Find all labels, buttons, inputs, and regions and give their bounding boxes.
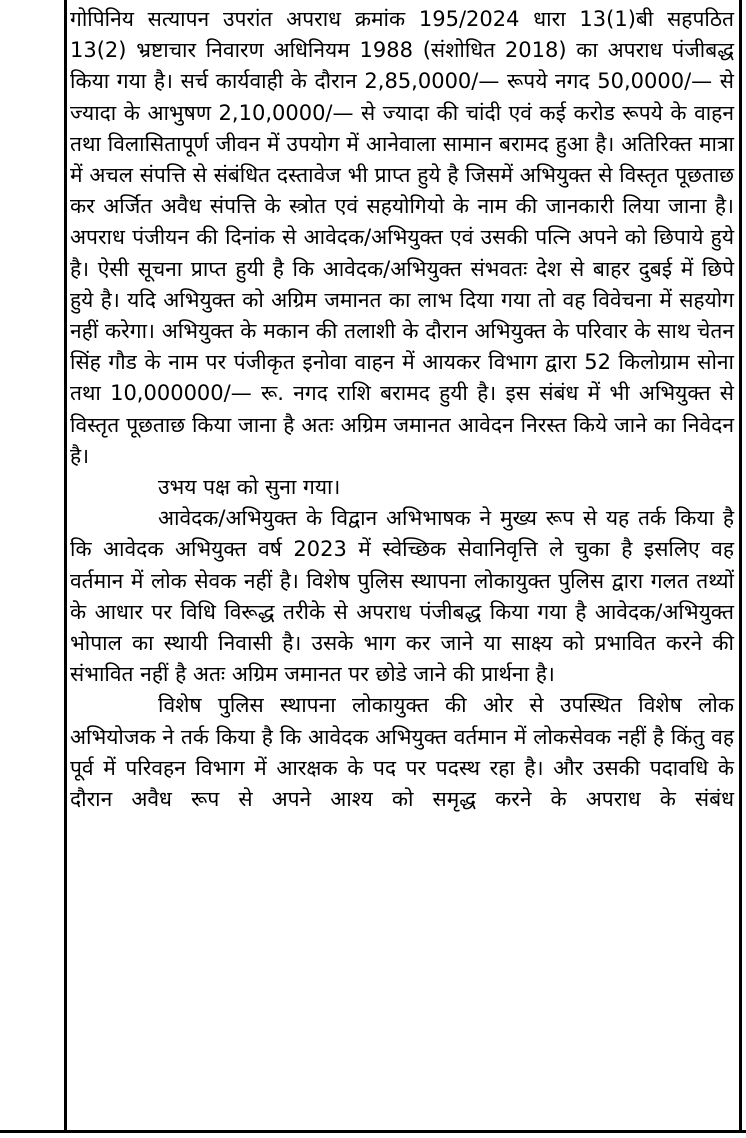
bottom-rule [0, 1130, 746, 1133]
paragraph-public-prosecutor-argument: विशेष पुलिस स्थापना लोकायुक्त की ओर से उपस्थित विशेष लोक अभियोजक ने तर्क किया है कि आवेदक अभियुक्त वर्तमान में लोकसेवक नहीं है किंतु वह पूर्व में परिवहन विभाग में आरक्षक के पद पर पदस्थ रहा है। और उसकी पदावधि के दौरान अवैध रूप से अपने आश्य को समृद्ध करने के अपराध के संबंध [70, 693, 734, 812]
document-body [70, 4, 734, 815]
right-margin-rule [739, 0, 742, 1132]
paragraph-defence-argument: आवेदक/अभियुक्त के विद्वान अभिभाषक ने मुख्य रूप से यह तर्क किया है कि आवेदक अभियुक्त वर्ष 2023 में स्वेच्छिक सेवानिवृत्ति ले चुका है इसलिए वह वर्तमान में लोक सेवक नहीं है। विशेष पुलिस स्थापना लोकायुक्त पुलिस द्वारा गलत तथ्यों के आधार पर विधि विरूद्ध तरीके से अपराध पंजीबद्ध किया गया है आवेदक/अभियुक्त भोपाल का स्थायी निवासी है। उसके भाग कर जाने या साक्ष्य को प्रभावित करने की संभावित नहीं है अतः अग्रिम जमानत पर छोडे जाने की प्रार्थना है। [70, 506, 734, 687]
left-margin-rule [64, 0, 67, 1132]
paragraph-parties-heard: उभय पक्ष को सुना गया। [158, 475, 341, 500]
paragraph-prosecution-submission: गोपिनिय सत्यापन उपरांत अपराध क्रमांक 195/2024 धारा 13(1)बी सहपठित 13(2) भ्रष्टाचार निवारण अधिनियम 1988 (संशोधित 2018) का अपराध पंजीबद्ध किया गया है। सर्च कार्यवाही के दौरान 2,85,0000/— रूपये नगद 50,0000/— से ज्यादा के आभुषण 2,10,0000/— से ज्यादा की चांदी एवं कई करोड रूपये के वाहन तथा विलासितापूर्ण जीवन में उपयोग में आनेवाला सामान बरामद हुआ है। अतिरिक्त मात्रा में अचल संपत्ति से संबंधित दस्तावेज भी प्राप्त हुये है जिसमें अभियुक्त से विस्तृत पूछताछ कर अर्जित अवैध संपत्ति के स्त्रोत एवं सहयोगियो के नाम की जानकारी लिया जाना है। अपराध पंजीयन की दिनांक से आवेदक/अभियुक्त एवं उसकी पत्नि अपने को छिपाये हुये है। ऐसी सूचना प्राप्त हुयी है कि आवेदक/अभियुक्त संभवतः देश से बाहर दुबई में छिपे हुये है। यदि अभियुक्त को अग्रिम जमानत का लाभ दिया गया तो वह विवेचना में सहयोग नहीं करेगा। अभियुक्त के मकान की तलाशी के दौरान अभियुक्त के परिवार के साथ चेतन सिंह गौड के नाम पर पंजीकृत इनोवा वाहन में आयकर विभाग द्वारा 52 किलोग्राम सोना तथा 10,000000/— रू. नगद राशि बरामद हुयी है। इस संबंध में भी अभियुक्त से विस्तृत पूछताछ किया जाना है अतः अग्रिम जमानत आवेदन निरस्त किये जाने का निवेदन है। [70, 7, 734, 468]
